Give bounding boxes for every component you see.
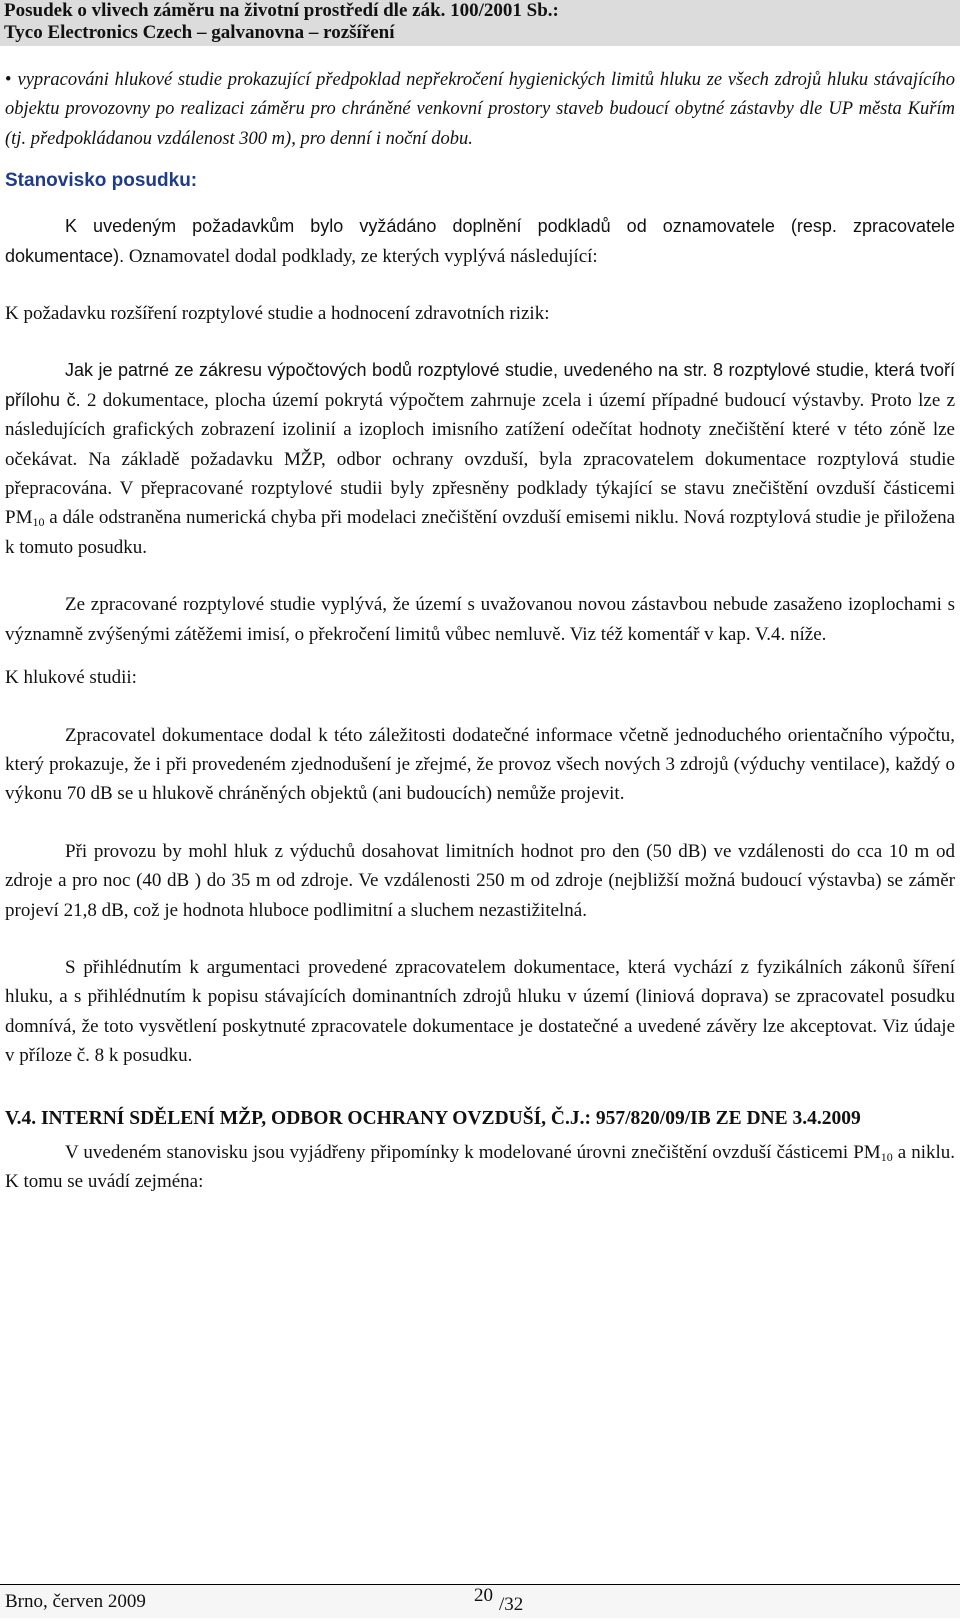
paragraph-9-text-a: V uvedeném stanovisku jsou vyjádřeny připomínky k modelované úrovni znečištění ovzduší částicemi PM [65, 1141, 881, 1163]
paragraph-9 [5, 1138, 955, 1197]
paragraph-8: S přihlédnutím k argumentaci provedené zpracovatelem dokumentace, která vychází z fyzikálních zákonů šíření hluku, a s přihlédnutím k popisu stávajících dominantních zdrojů hluku v území (liniová doprava) se zpracovatel posudku domnívá, že toto vysvětlení poskytnuté zpracovatele dokumentace je dostatečné a uvedené závěry lze akceptovat. Viz údaje v příloze č. 8 k posudku. [5, 956, 955, 1067]
page-footer [0, 1584, 960, 1618]
paragraph-7: Při provozu by mohl hluk z výduchů dosahovat limitních hodnot pro den (50 dB) ve vzdálenosti do cca 10 m od zdroje a pro noc (40 dB ) do 35 m od zdroje. Ve vzdálenosti 250 m od zdroje (nejbližší možná budoucí výstavba) se záměr projeví 21,8 dB, což je hodnota hluboce podlimitní a sluchem nezastižitelná. [5, 840, 955, 921]
paragraph-1-rest: Oznamovatel dodal podklady, ze kterých vyplývá následující: [124, 245, 598, 267]
footer-page-total: /32 [499, 1594, 524, 1615]
page-content [5, 66, 955, 1196]
paragraph-1-sans: K uvedeným požadavkům bylo vyžádáno doplnění podkladů od oznamovatele (resp. zpracovatele dokumentace). [5, 216, 955, 266]
footer-page-current: 20 [474, 1585, 493, 1606]
paragraph-6: Zpracovatel dokumentace dodal k této záležitosti dodatečné informace včetně jednoduchého orientačního výpočtu, který prokazuje, že i při provedeném zjednodušení je zřejmé, že provoz všech nových 3 zdrojů (výduchy ventilace), každý o výkonu 70 dB se u hlukově chráněných objektů (ani budoucích) nemůže projevit. [5, 724, 955, 805]
page-header [0, 0, 960, 46]
paragraph-3-text-a: 2 dokumentace, plocha území pokrytá výpočtem zahrnuje zcela i území případné budoucí výstavby. Proto lze z následujících grafických zobrazení izolinií a izoploch imisního zatížení odečítat hodnoty znečištění které v této zóně lze očekávat. Na základě požadavku MŽP, odbor ochrany ovzduší, byla zpracovatelem dokumentace rozptylová studie přepracována. V přepracované rozptylové studii byly zpřesněny podklady týkající se stavu znečištění ovzduší částicemi PM [5, 389, 956, 529]
paragraph-2: K požadavku rozšíření rozptylové studie a hodnocení zdravotních rizik: [5, 303, 550, 325]
header-subtitle: Tyco Electronics Czech – galvanovna – rozšíření [4, 22, 395, 43]
bullet-icon: • [5, 70, 12, 90]
paragraph-3-text-b: a dále odstraněna numerická chyba při modelaci znečištění ovzduší emisemi niklu. Nová rozptylová studie je přiložena k tomuto posudku. [5, 507, 955, 558]
paragraph-9-subscript: 10 [880, 1149, 893, 1164]
bullet-text: vypracováni hlukové studie prokazující předpoklad nepřekročení hygienických limitů hluku ze všech zdrojů hluku stávajícího objektu provozovny po realizaci záměru pro chráněné venkovní prostory staveb budoucí obytné zástavby dle UP města Kuřím (tj. předpokládanou vzdálenost 300 m), pro denní i noční dobu. [5, 70, 955, 149]
section-title: V.4. INTERNÍ SDĚLENÍ MŽP, ODBOR OCHRANY OVZDUŠÍ, Č.J.: 957/820/09/IB ZE DNE 3.4.2009 [5, 1107, 861, 1129]
footer-place-date: Brno, červen 2009 [5, 1591, 146, 1612]
paragraph-9-text-b: a niklu. K tomu se uvádí zejména: [5, 1141, 955, 1192]
paragraph-3-subscript: 10 [32, 515, 45, 530]
header-title: Posudek o vlivech záměru na životní prostředí dle zák. 100/2001 Sb.: [4, 0, 559, 21]
stanovisko-heading: Stanovisko posudku: [5, 170, 198, 192]
paragraph-3-sans: Jak je patrné ze zákresu výpočtových bodů rozptylové studie, uvedeného na str. 8 rozptylové studie, která tvoří přílohu č. [5, 360, 955, 410]
paragraph-5: K hlukové studii: [5, 667, 137, 689]
bullet-item [5, 66, 955, 154]
paragraph-1 [5, 212, 955, 271]
paragraph-3 [5, 356, 955, 562]
paragraph-4: Ze zpracované rozptylové studie vyplývá, že území s uvažovanou novou zástavbou nebude zasaženo izoplochami s významně zvýšenými zátěžemi imisí, o překročení limitů vůbec nemluvě. Viz též komentář v kap. V.4. níže. [5, 594, 955, 645]
